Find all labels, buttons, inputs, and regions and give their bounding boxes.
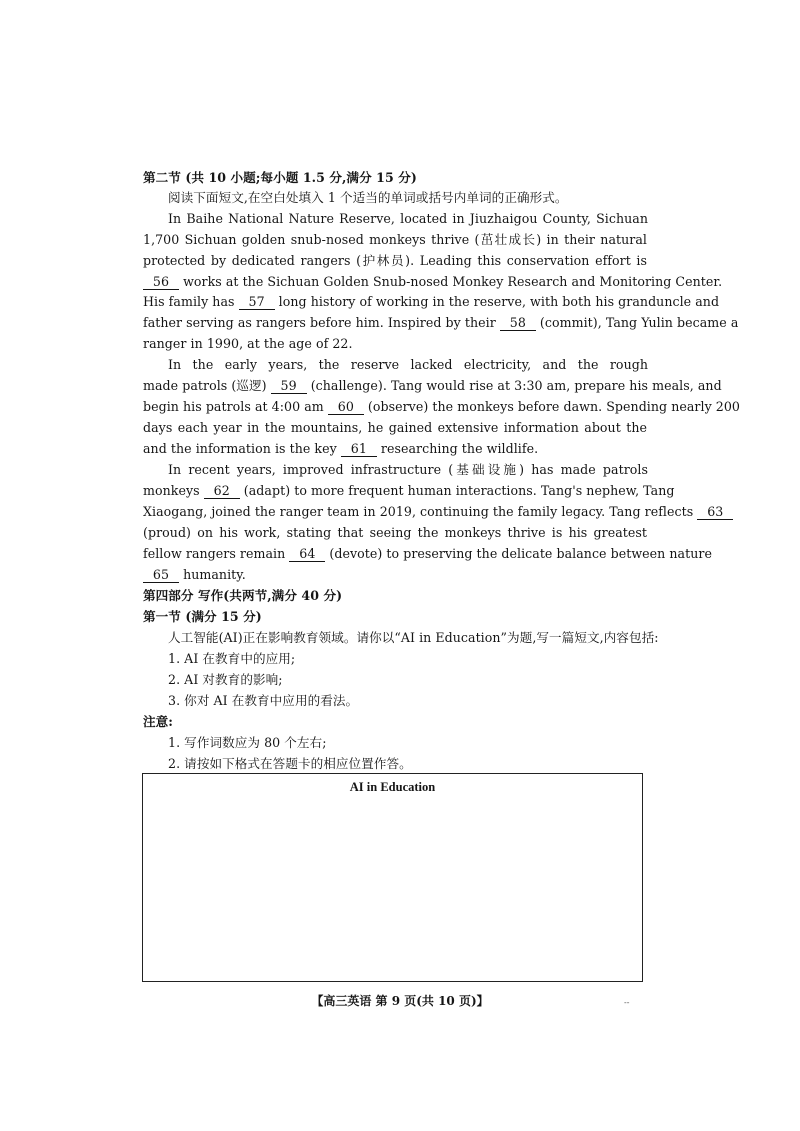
passage-text: monkeys xyxy=(143,483,200,498)
passage-text: His family has xyxy=(143,294,235,309)
passage-text: researching the wildlife. xyxy=(380,441,539,456)
writing-prompt: 人工智能(AI)正在影响教育领域。请你以“AI in Education”为题,写一篇短文,内容包括: xyxy=(168,630,659,645)
passage-line xyxy=(143,545,712,563)
blank-65[interactable]: 65 xyxy=(143,567,179,583)
passage-line xyxy=(143,377,722,395)
passage-line xyxy=(143,566,647,584)
blank-64[interactable]: 64 xyxy=(289,546,325,562)
passage-line: In recent years, improved infrastructure (基础设施) has made patrols xyxy=(168,462,648,477)
passage-line: (proud) on his work, stating that seeing the monkeys thrive is his greatest xyxy=(143,525,647,540)
answer-box[interactable] xyxy=(142,773,643,982)
blank-56[interactable]: 56 xyxy=(143,274,179,290)
note-1: 1. 写作词数应为 80 个左右; xyxy=(168,735,327,750)
page-footer: 【高三英语 第 9 页(共 10 页)】 xyxy=(311,994,489,1008)
passage-text: humanity. xyxy=(183,567,246,582)
passage-line: 1,700 Sichuan golden snub-nosed monkeys thrive (茁壮成长) in their natural xyxy=(143,232,647,247)
blank-57[interactable]: 57 xyxy=(239,294,275,310)
passage-text: and the information is the key xyxy=(143,441,337,456)
passage-text: made patrols (巡逻) xyxy=(143,378,267,393)
answer-box-title: AI in Education xyxy=(349,780,436,794)
passage-text: (devote) to preserving the delicate balance between nature xyxy=(329,546,712,561)
blank-63[interactable]: 63 xyxy=(697,504,733,520)
passage-text: long history of working in the reserve, with both his granduncle and xyxy=(278,294,720,309)
passage-text: works at the Sichuan Golden Snub-nosed Monkey Research and Monitoring Center. xyxy=(183,274,723,289)
blank-60[interactable]: 60 xyxy=(328,399,364,415)
passage-text: father serving as rangers before him. Inspired by their xyxy=(143,315,496,330)
passage-line xyxy=(143,482,675,500)
prompt-point-3: 3. 你对 AI 在教育中应用的看法。 xyxy=(168,693,359,708)
passage-line: protected by dedicated rangers (护林员). Leading this conservation effort is xyxy=(143,253,647,268)
passage-line: days each year in the mountains, he gained extensive information about the xyxy=(143,420,647,435)
passage-text: (observe) the monkeys before dawn. Spending nearly 200 xyxy=(367,399,740,414)
blank-58[interactable]: 58 xyxy=(500,315,536,331)
blank-62[interactable]: 62 xyxy=(204,483,240,499)
blank-59[interactable]: 59 xyxy=(271,378,307,394)
passage-line xyxy=(143,273,723,291)
notes-label: 注意: xyxy=(143,714,173,729)
prompt-point-2: 2. AI 对教育的影响; xyxy=(168,672,283,687)
passage-text: (adapt) to more frequent human interactions. Tang's nephew, Tang xyxy=(243,483,675,498)
passage-text: fellow rangers remain xyxy=(143,546,286,561)
passage-line xyxy=(143,293,720,311)
passage-text: begin his patrols at 4:00 am xyxy=(143,399,324,414)
passage-line xyxy=(143,440,647,458)
part4-heading: 第四部分 写作(共两节,满分 40 分) xyxy=(143,588,343,603)
note-2: 2. 请按如下格式在答题卡的相应位置作答。 xyxy=(168,756,412,771)
passage-line xyxy=(143,503,724,521)
part4-subheading: 第一节 (满分 15 分) xyxy=(143,609,262,624)
passage-line: In Baihe National Nature Reserve, located in Jiuzhaigou County, Sichuan xyxy=(168,211,648,226)
prompt-point-1: 1. AI 在教育中的应用; xyxy=(168,651,296,666)
section2-heading: 第二节 (共 10 小题;每小题 1.5 分,满分 15 分) xyxy=(143,170,417,185)
passage-line xyxy=(143,314,739,332)
passage-line: In the early years, the reserve lacked electricity, and the rough xyxy=(168,357,648,372)
passage-text: Xiaogang, joined the ranger team in 2019, continuing the family legacy. Tang reflects xyxy=(143,504,694,519)
passage-text: (commit), Tang Yulin became a xyxy=(539,315,739,330)
section2-instruction: 阅读下面短文,在空白处填入 1 个适当的单词或括号内单词的正确形式。 xyxy=(168,190,568,205)
passage-line: ranger in 1990, at the age of 22. xyxy=(143,336,353,351)
passage-line xyxy=(143,398,740,416)
blank-61[interactable]: 61 xyxy=(341,441,377,457)
corner-mark: -- xyxy=(624,998,630,1007)
passage-text: (challenge). Tang would rise at 3:30 am, prepare his meals, and xyxy=(310,378,722,393)
